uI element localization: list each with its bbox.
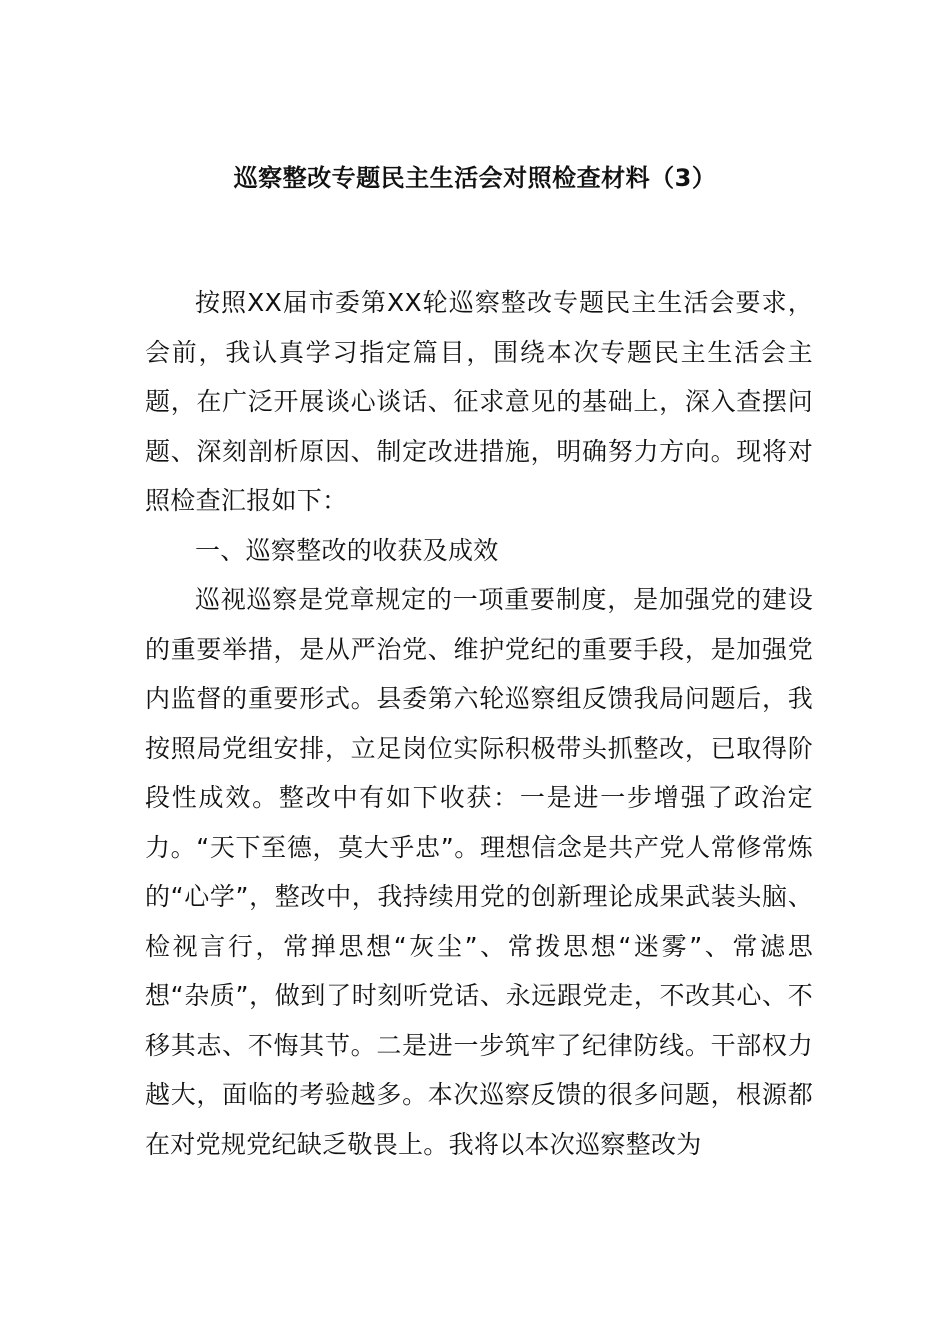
intro-paragraph: 按照XX届市委第XX轮巡察整改专题民主生活会要求，会前，我认真学习指定篇目，围绕本次专题民主生活会主题，在广泛开展谈心谈话、征求意见的基础上，深入查摆问题、深刻剖析原因、制定改进措施，明确努力方向。现将对照检查汇报如下： [145,288,813,515]
document-body [145,278,813,1169]
section-heading: 一、巡察整改的收获及成效 [195,535,499,565]
body-paragraph: 巡视巡察是党章规定的一项重要制度，是加强党的建设的重要举措，是从严治党、维护党纪的重要手段，是加强党内监督的重要形式。县委第六轮巡察组反馈我局问题后，我按照局党组安排，立足岗位实际积极带头抓整改，已取得阶段性成效。整改中有如下收获：一是进一步增强了政治定力。“天下至德，莫大乎忠”。理想信念是共产党人常修常炼的“心学”，整改中，我持续用党的创新理论成果武装头脑、检视言行，常掸思想“灰尘”、常拨思想“迷雾”、常滤思想“杂质”，做到了时刻听党话、永远跟党走，不改其心、不移其志、不悔其节。二是进一步筑牢了纪律防线。干部权力越大，面临的考验越多。本次巡察反馈的很多问题，根源都在对党规党纪缺乏敬畏上。我将以本次巡察整改为 [145,585,813,1159]
document-title: 巡察整改专题民主生活会对照检查材料（3） [233,164,717,192]
